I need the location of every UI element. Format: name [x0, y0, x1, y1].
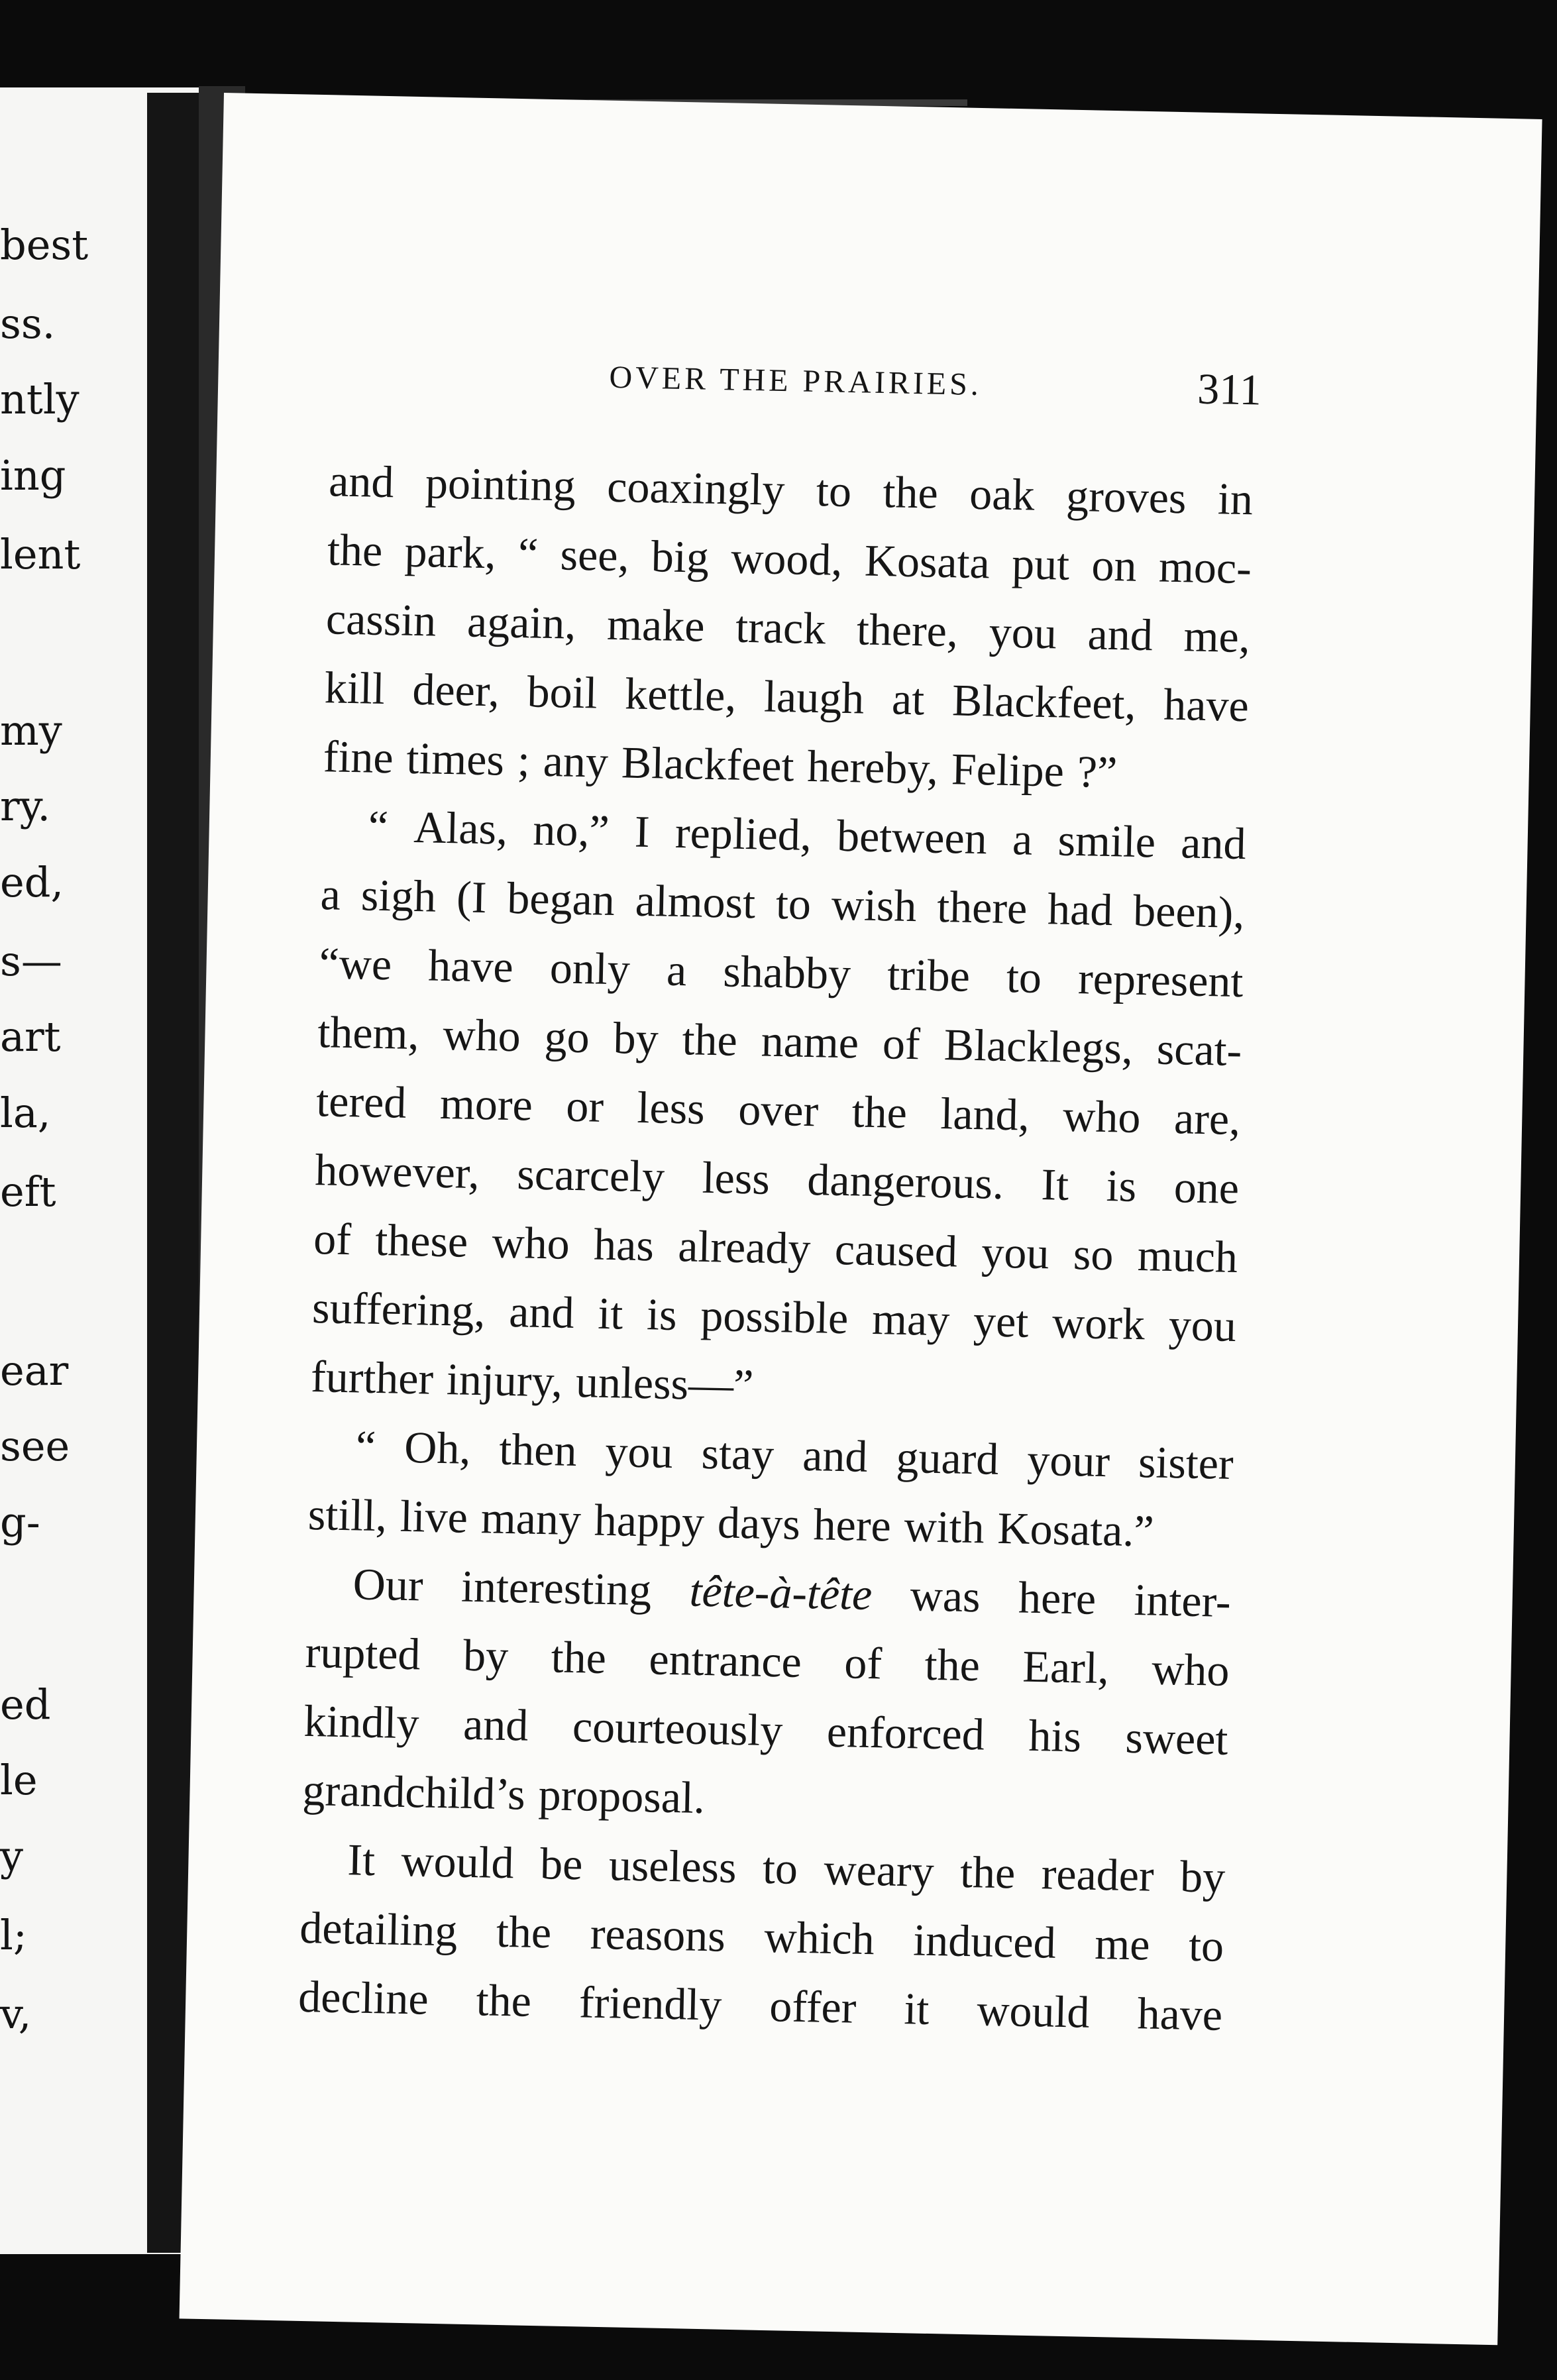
body-text [297, 446, 1254, 2049]
word: tribe [886, 949, 971, 1001]
word: days [717, 1497, 801, 1549]
word: are, [1173, 1093, 1241, 1145]
word: Kosata [864, 535, 991, 588]
word: is [646, 1289, 678, 1340]
word: offer [769, 1980, 857, 2033]
word: moc- [1158, 541, 1252, 594]
word: “we [318, 938, 392, 990]
word: coaxingly [606, 460, 786, 515]
word: Kosata.” [996, 1502, 1155, 1556]
word: park, [403, 525, 497, 578]
word: no,” [532, 804, 610, 856]
word: the [681, 1014, 738, 1065]
left-page-fragment: le [0, 1756, 38, 1805]
word: who [442, 1008, 521, 1061]
word: stay [700, 1427, 775, 1480]
word: Felipe [951, 743, 1065, 796]
word: wish [831, 879, 918, 932]
left-page-fragment: s— [0, 936, 62, 985]
word: then [498, 1423, 578, 1476]
word: groves [1065, 470, 1187, 523]
word: Alas, [413, 801, 508, 854]
word: enforced [826, 1705, 985, 1760]
word: happy [594, 1494, 705, 1547]
word: interesting [460, 1560, 652, 1615]
word: here [1018, 1572, 1097, 1624]
word: “ [517, 528, 539, 579]
word: Blackfeet, [951, 675, 1137, 729]
word: kindly [303, 1695, 420, 1749]
word: It [347, 1834, 376, 1886]
word: to [816, 465, 852, 517]
word: still, [307, 1488, 388, 1541]
word: only [549, 942, 631, 995]
word: it [597, 1287, 624, 1339]
word: useless [608, 1839, 737, 1893]
word: ?” [1077, 746, 1118, 798]
left-page-fragment: la, [0, 1088, 51, 1137]
word: laugh [763, 671, 865, 724]
word: would [400, 1835, 515, 1888]
word: the [327, 524, 384, 576]
left-page-fragment: ntly [0, 375, 80, 424]
word: have [427, 940, 514, 993]
word: between [836, 810, 988, 864]
word: there, [856, 604, 959, 657]
word: be [539, 1838, 584, 1890]
left-page-fragment: y [0, 1831, 24, 1880]
word: oak [969, 468, 1036, 520]
left-page-fragment: ed, [0, 857, 64, 906]
word: ; [517, 735, 531, 786]
word: them, [317, 1006, 420, 1059]
word: deer, [411, 663, 500, 716]
book-page [180, 93, 1542, 2345]
word: is [1106, 1160, 1137, 1211]
word: proposal. [537, 1769, 706, 1823]
word: you [981, 1226, 1050, 1279]
word: Our [352, 1558, 424, 1611]
word: represent [1077, 953, 1244, 1007]
word: who [1151, 1643, 1230, 1696]
word: further [310, 1351, 434, 1404]
word: has [593, 1218, 655, 1271]
word: by [462, 1629, 509, 1682]
left-page-fragment: ry. [0, 782, 51, 831]
word: almost [635, 875, 756, 928]
word: replied, [674, 806, 812, 861]
word: injury, [446, 1354, 563, 1407]
word: entrance [648, 1633, 802, 1687]
word: I [634, 806, 651, 857]
page-header [217, 351, 1536, 437]
word: a [666, 944, 687, 996]
left-page-fragment: ss. [0, 299, 56, 348]
running-head: OVER THE PRAIRIES. [608, 359, 983, 403]
left-page-fragment: ear [0, 1346, 69, 1395]
word: in [1217, 473, 1254, 525]
word: a [319, 869, 341, 920]
word: courteously [572, 1701, 784, 1756]
word: me, [1183, 610, 1251, 663]
word: who [491, 1217, 570, 1269]
word: tered [315, 1075, 407, 1128]
word: track [735, 601, 826, 654]
word: who [1062, 1090, 1142, 1143]
word: kettle, [624, 668, 737, 721]
word: of [882, 1018, 921, 1069]
word: rupted [305, 1626, 421, 1680]
word: unless—” [575, 1356, 754, 1411]
word: me [1094, 1918, 1151, 1970]
word: pointing [425, 457, 576, 511]
word: sigh [360, 869, 437, 922]
word: the [882, 466, 939, 518]
word: put [1011, 538, 1070, 590]
word: or [565, 1080, 604, 1132]
left-page-fragment: best [0, 220, 89, 269]
word: yet [973, 1295, 1030, 1347]
left-page-fragment: eft [0, 1167, 56, 1216]
word: Oh, [403, 1421, 472, 1474]
word: and [328, 455, 395, 508]
page-number: 311 [1197, 364, 1262, 415]
word: to [775, 877, 812, 930]
left-page-fragment: ing [0, 451, 66, 500]
word: land, [940, 1088, 1030, 1140]
word: “ [368, 800, 389, 852]
word: and [1180, 817, 1247, 869]
word: much [1137, 1230, 1238, 1283]
word: guard [895, 1431, 1000, 1484]
word: the [476, 1974, 532, 2026]
word: these [374, 1214, 468, 1267]
word: less [702, 1152, 771, 1204]
word: to [1006, 951, 1042, 1003]
word: and [802, 1429, 869, 1482]
word: you [989, 606, 1057, 659]
word: detailing [299, 1902, 458, 1956]
word: see, [559, 529, 630, 581]
word: induced [912, 1914, 1057, 1968]
word: of [313, 1213, 352, 1265]
left-page-fragment: l; [0, 1910, 27, 1959]
word: to [1188, 1920, 1224, 1971]
word: the [959, 1846, 1016, 1898]
word: make [606, 598, 706, 651]
word: dangerous. [806, 1154, 1004, 1209]
word: your [1026, 1434, 1110, 1487]
word: shabby [722, 946, 851, 999]
left-page-fragment: g- [0, 1497, 40, 1546]
word: may [871, 1293, 951, 1346]
word: Earl, [1022, 1641, 1110, 1694]
word: been), [1132, 885, 1246, 938]
word: sweet [1124, 1711, 1229, 1764]
word: with [903, 1501, 985, 1553]
word: here [812, 1499, 892, 1551]
word: name [761, 1015, 859, 1068]
left-page-fragment: my [0, 706, 62, 755]
word: “ [355, 1421, 376, 1472]
word: scarcely [516, 1148, 665, 1202]
word: and [462, 1698, 529, 1751]
word: many [480, 1492, 582, 1545]
word: caused [834, 1223, 958, 1277]
word: reasons [590, 1908, 726, 1961]
word: possible [700, 1289, 849, 1344]
left-page-fragment: ed [0, 1680, 51, 1729]
word: hereby, [806, 740, 939, 794]
word: cassin [325, 593, 437, 646]
left-page-fragment: art [0, 1012, 61, 1061]
word: friendly [578, 1976, 723, 2030]
word: Blackfeet [621, 737, 795, 791]
word: you [604, 1425, 674, 1478]
word: weary [823, 1843, 935, 1897]
word: Blacklegs, [943, 1019, 1134, 1073]
left-page-fragment: v, [0, 1989, 32, 2038]
word: tête-à-tête [688, 1565, 873, 1620]
word: would [976, 1984, 1091, 2037]
word: again, [466, 596, 577, 649]
word: wood, [730, 532, 843, 585]
word: times [405, 732, 505, 785]
word: less [636, 1081, 706, 1134]
word: go [543, 1011, 590, 1063]
word: work [1051, 1297, 1146, 1350]
word: (I [456, 871, 488, 923]
word: of [843, 1637, 883, 1689]
word: any [543, 735, 609, 787]
word: more [439, 1077, 533, 1130]
word: the [551, 1631, 607, 1684]
word: on [1091, 539, 1138, 591]
word: It [1040, 1159, 1069, 1210]
word: suffering, [311, 1282, 486, 1336]
word: and [508, 1286, 575, 1338]
word: there [936, 881, 1028, 934]
word: to [762, 1842, 798, 1894]
word: was [910, 1570, 981, 1622]
left-page-fragment: see [0, 1422, 70, 1471]
word: by [612, 1012, 659, 1064]
word: the [496, 1906, 552, 1958]
left-page-fragment: lent [0, 529, 81, 578]
word: however, [314, 1144, 480, 1199]
word: have [1163, 678, 1250, 731]
word: so [1073, 1228, 1114, 1280]
word: one [1173, 1162, 1240, 1214]
word: his [1028, 1709, 1082, 1762]
word: have [1136, 1988, 1223, 2040]
word: smile [1057, 814, 1156, 867]
word: scat- [1156, 1023, 1243, 1076]
word: decline [297, 1971, 429, 2024]
word: it [903, 1983, 930, 2034]
word: boil [526, 666, 598, 718]
word: you [1168, 1299, 1237, 1352]
word: had [1047, 883, 1114, 936]
word: by [1179, 1851, 1226, 1902]
word: reader [1041, 1848, 1155, 1901]
word: grandchild’s [301, 1764, 526, 1819]
word: kill [324, 662, 386, 714]
word: live [400, 1490, 468, 1542]
word: over [737, 1083, 819, 1136]
word: inter- [1133, 1574, 1232, 1627]
word: the [851, 1086, 908, 1138]
word: fine [323, 731, 394, 783]
word: big [651, 531, 710, 582]
word: the [924, 1639, 981, 1691]
word: at [891, 673, 925, 725]
word: sister [1138, 1436, 1234, 1489]
word: a [1012, 814, 1034, 865]
word: already [677, 1220, 812, 1274]
word: began [506, 872, 616, 926]
word: which [763, 1911, 875, 1965]
word: and [1087, 608, 1154, 661]
